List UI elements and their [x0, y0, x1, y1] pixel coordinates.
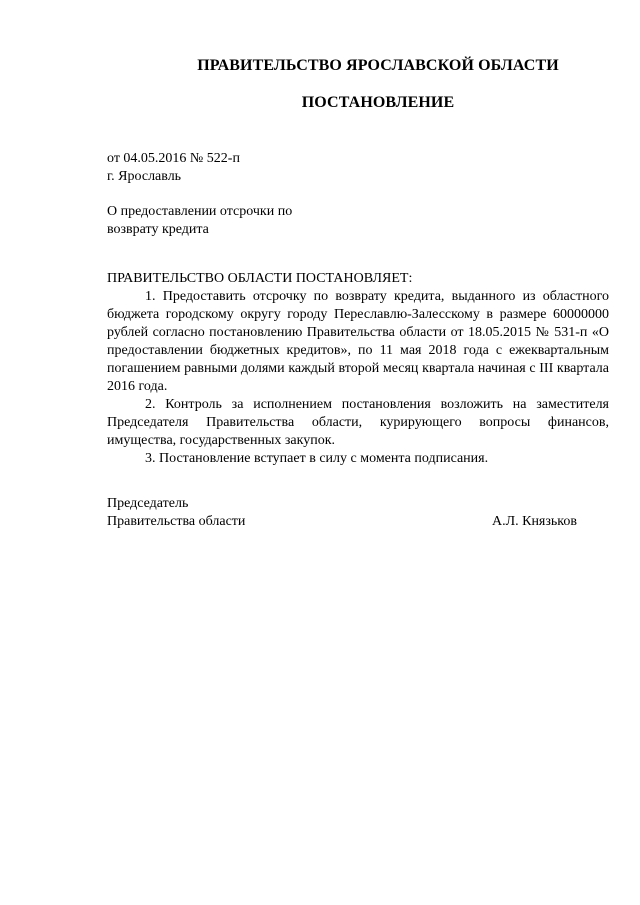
city: г. Ярославль — [107, 169, 182, 184]
decree-item-1: 1. Предоставить отсрочку по возврату кредита, выданного из областного бюджета городскому округу городу Переславлю-Залесскому в размере 60000000 рублей согласно постановлению Правительства области от 18.05.2015 № 531-п «О предоставлении бюджетных кредитов», по 11 мая 2018 года с ежеквартальным погашением равными долями каждый второй месяц квартала начиная с III квартала 2016 года. — [107, 289, 609, 394]
decree-items — [107, 288, 609, 468]
subject-line-1: О предоставлении отсрочки по — [107, 204, 293, 219]
signature-position-line-2: Правительства области — [107, 514, 246, 529]
government-title: ПРАВИТЕЛЬСТВО ЯРОСЛАВСКОЙ ОБЛАСТИ — [197, 57, 559, 74]
signature-position-line-1: Председатель — [107, 496, 189, 511]
signatory-name: А.Л. Князьков — [492, 514, 577, 529]
document-type-title: ПОСТАНОВЛЕНИЕ — [301, 94, 455, 111]
preamble: ПРАВИТЕЛЬСТВО ОБЛАСТИ ПОСТАНОВЛЯЕТ: — [107, 271, 413, 286]
subject-line-2: возврату кредита — [107, 222, 209, 237]
date-number: от 04.05.2016 № 522-п — [107, 151, 240, 166]
decree-item-2: 2. Контроль за исполнением постановления возложить на заместителя Председателя Правительства области, курирующего вопросы финансов, имущества, государственных закупок. — [107, 397, 609, 448]
decree-item-3: 3. Постановление вступает в силу с момента подписания. — [145, 451, 489, 466]
